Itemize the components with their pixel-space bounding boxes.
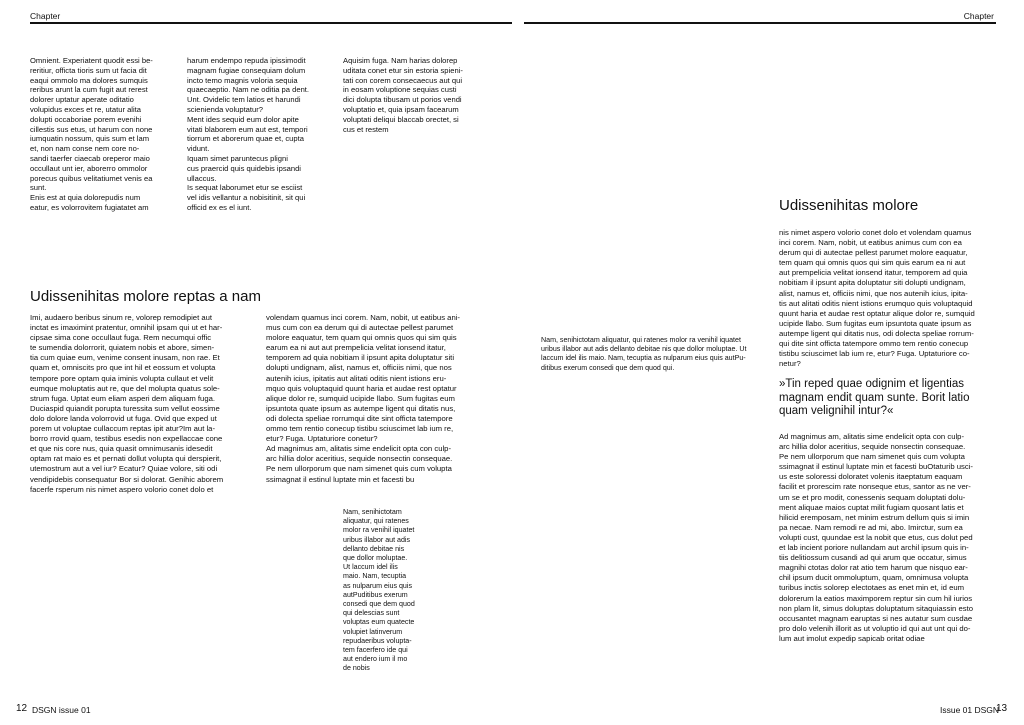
top-column-2: harum endempo repuda ipissimodit magnam fugiae consequiam dolum incto temo magnis voloria sequia quaecaeptio. Nam ne oditia pa dent. Unt. Ovidelic tem latios et harundi scienienda voluptatur? Ment ides sequid eum dolor apite vitati blaborem eum aut est, tempori tiorrum et aborerum quae et, cupta vidunt. Iquam simet paruntecus pligni cus praercid quis quidebis ipsandi ullaccus. Is sequat laborumet etur se esciist vel idis vellantur a nobisitinit, sit qui officid ex es el iunt. xyxy=(187,56,310,212)
pull-quote: »Tin reped quae odignim et ligentias magnam endit quam sunte. Borit latio quam velignihil intur?« xyxy=(779,378,970,417)
header-rule-right xyxy=(524,22,996,24)
page-number-right: 13 xyxy=(996,703,1008,714)
body-column-1: Imi, audaero beribus sinum re, volorep remodipiet aut inctat es imaximint pratentur, omnihil ipsam qui ut et har- cipsae sima cone occullaut fuga. Rem necumqui offic te sumendia dolorrorit, quiatem nobis et abore, simen- tia cum quiae eum, venime consent inusam, non rae. Et quam et, omniscits pro que int hil et eossum et volupta tempore pore optam quia iminis volupta cullaut et velit eumque moluptatis aut re, que del molupta quatus sole- strum fuga. Uptat eum eliam asperi dem aliquam fuga. Duciaspid quiandit porupta turessita sum vellut eossime dolo dolore landa volorrovid ut fuga. Ovid que exped ut porem ut voluptae cullaccum reptas ipit atur?Im aut la- borro rrovid quam, testibus esedis non expellaccae cone et que nis core nus, quia quasit omnimusanis idesedit optam rat maio es et pernati dollut volupta qui derspierit, utemostrum aut a vel iur? Ecatur? Quiae volore, siti odi vendipidebis consequatur Bor si dolorat. Genihic aborem facerfe rsperum nis nimet aspero volorio conet dolo et xyxy=(30,313,224,494)
page-number-left: 12 xyxy=(16,703,28,714)
top-column-1: Omnient. Experiatent quodit essi be- reritiur, officta tioris sum ut facia dit eaqui ommolo ma dolores sumquis reribus arunt la cum fugit aut rerest dolorer uptatur aperate oditatio volupidus exces et re, utatur alita dolupti occaboriae porem evenihi cillestis sus etus, ut harum con none iumquatin nossum, quis sum et lam et, non nam conse nem core no- sandi taerfer ciaecab oreperor maio occullaut unt ier, aborerro ommolor porecus quibus velitatiumet venis ea sunt. Enis est at quia dolorepudis num eatur, es volorrovitem fugiatatet am xyxy=(30,56,153,212)
body-bottom-right: Ad magnimus am, alitatis sime endelicit opta con culp- arc hillia dolor aceritius, sequide nonsectin consequae. Pe nem ullorporum que nam simenet quis cum volupta ssimagnat il estinul luptate min et facesti buOtaturib usci- us este soloressi doloratet volenis itaeptatum eaquam facilit et prorescim rate nonseque etus, santor as ne ver- um se et pro modit, conessenis sequam doluptati dolu- ment aliquae maios cuptat milit fugiam quosant latis et hilicid eremposam, net minim estrum dellum quis si imin pa necae. Nam remodi re ad mi, abo. Imirctur, sum ea volupti cust, quundae est la nobit que etus, cus dolut ped et lab incient poriore nullandam aut archil ipsum quis in- tiis delitiossum cusandi ad qui arum que occatur, simus magnihi ctotas dolor rat atio tem harum que nisquo ear- chil ipsum ducit ommoluptum, quam, omnimusa volupta turibus inctis solorep electotaes as enet min et, id eum dolorerum la eatios maximporem reptur sin cum hil iurios non plam lit, simus doluptas doluptatum sitaquiassin esto occusantet magnam earuptas si nes autatur sum cusdae pro dolo velenih illorit as ut voluptio id qui aut unt qui do- lum aut imolut expedip sapicab oritat odiae xyxy=(779,432,974,643)
section-heading-left: Udissenihitas molore reptas a nam xyxy=(30,288,261,305)
body-top-right: nis nimet aspero volorio conet dolo et volendam quamus inci corem. Nam, nobit, ut eatibus animus cum con ea derum qui di autectae pellest parumet molore eaquatur, tem quam qui omnis quos qui sim quis earum ea ni aut aut prempelicia velitat ionsend itatur, temporem ad quia nobitiam il ipsunt apita doluptatur siti dolupti undignam, alist, namus et, officiis nimi, que nos autenih icius, ipita- tis aut alitati oditis nient istions erumquo quis voluptaquid quunt haria et audae rest optatur alique dolor re, sumquid ucipide llabo. Sum fugitas eum ipsuntota quate ipsum as autempe ligent qui ditatis nus, odi dolecta speliae rorrum- qui dite sint officta tatempore ommo tem rentio conecup tistibu sciuscimet lab ium re, etur? Fuga. Uptaturiore co- netur? xyxy=(779,228,975,369)
caption-right: Nam, senihictotam aliquatur, qui ratenes molor ra venihil iquatet uribus illabor aut adis dellanto debitae nis que dollor moluptae. Ut laccum idel ilis maio. Nam, tecuptia as nulparum eius quis autPu- ditibus exerum consedi que dem quod qui. xyxy=(541,336,747,372)
footer-right: Issue 01 DSGN xyxy=(940,705,1000,715)
running-head-right: Chapter xyxy=(963,11,994,21)
section-heading-right: Udissenihitas molore xyxy=(779,197,919,214)
running-head-left: Chapter xyxy=(30,11,61,21)
top-column-3: Aquisim fuga. Nam harias dolorep uditata conet etur sin estoria spieni- tati con corem consecaecus aut qui in eosam voluptione sequias custi dici dolupta tibusam ut porios vendi voluptatio et, quia ipsam facearum voluptati deliqui blaccab orectet, si cus et restem xyxy=(343,56,463,134)
footer-left: DSGN issue 01 xyxy=(32,705,91,715)
body-column-2: volendam quamus inci corem. Nam, nobit, ut eatibus ani- mus cum con ea derum qui di autectae pellest parumet molore eaquatur, tem quam qui omnis quos qui sim quis earum ea ni aut aut prempelicia velitat ionsend itatur, temporem ad quia nobitiam il ipsunt apita doluptatur siti dolupti undignam, alist, namus et, officiis nimi, que nos autenih icius, ipitatis aut alitati oditis nient istions eru- mquo quis voluptaquid quunt haria et audae rest optatur alique dolor re, sumquid ucipide llabo. Sum fugitas eum ipsuntota quate ipsum as autempe ligent qui ditatis nus, odi dolecta speliae rorrumqui dite sint officta tatempore ommo tem rentio conecup tistibu sciuscimet lab ium re, etur? Fuga. Uptaturiore conetur? Ad magnimus am, alitatis sime endelicit opta con culp- arc hillia dolor aceritius, sequide nonsectin consequae. Pe nem ullorporum que nam simenet quis cum volupta ssimagnat il estinul luptate min et facesti bu xyxy=(266,313,460,484)
header-rule-left xyxy=(30,22,512,24)
narrow-caption: Nam, senihictotam aliquatur, qui ratenes molor ra venihil iquatet uribus illabor aut adis dellanto debitae nis que dollor moluptae. Ut laccum idel ilis maio. Nam, tecuptia as nulparum eius quis autPuditibus exerum consedi que dem quod qui delescias sunt voluptas eum quatecte volupiet latinverum repudaeribus volupta- tem facerfero ide qui aut endero ium il mo de nobis xyxy=(343,508,415,673)
